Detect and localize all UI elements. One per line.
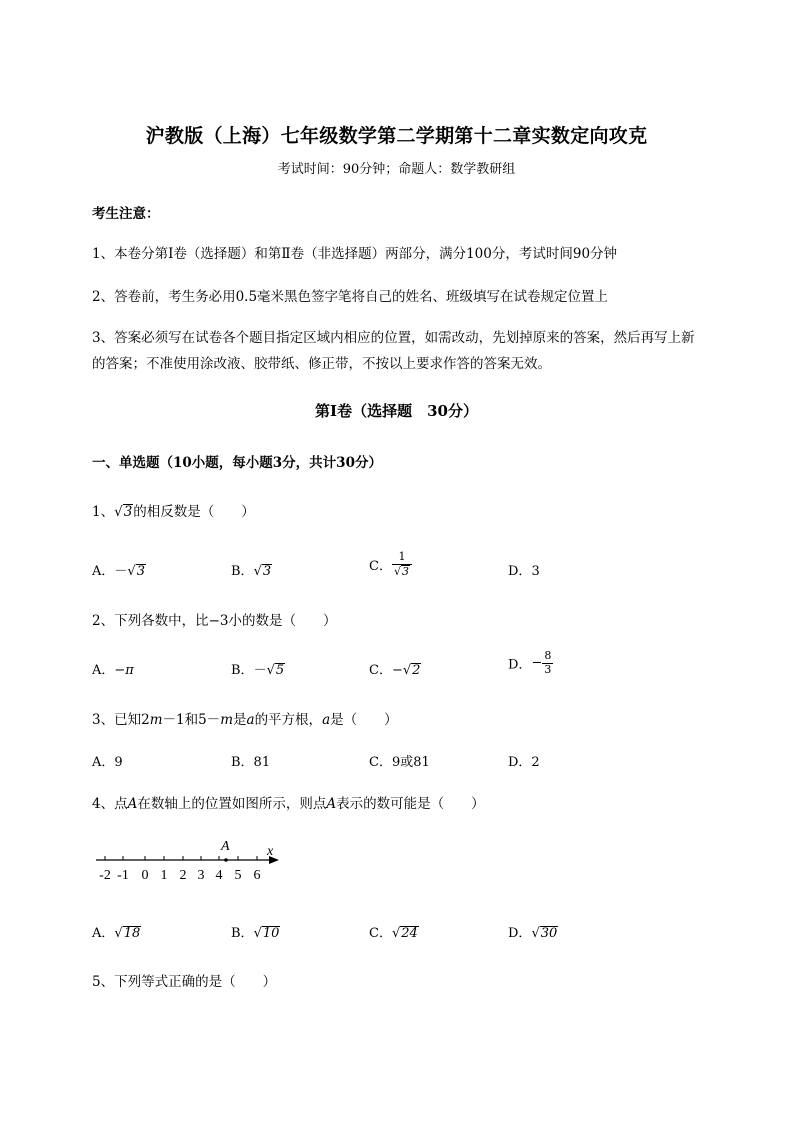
- point-a-marker: [224, 858, 228, 862]
- number-line-figure: [92, 836, 292, 886]
- tick-label: 4: [215, 868, 223, 883]
- part-heading: 一、单选题（10小题，每小题3分，共计30分）: [92, 455, 382, 471]
- notice-item-1: 1、本卷分第Ⅰ卷（选择题）和第Ⅱ卷（非选择题）两部分，满分100分，考试时间90分钟: [92, 246, 618, 262]
- question-1: [92, 500, 255, 520]
- tick-label: -2: [99, 868, 111, 883]
- notice-item-2: 2、答卷前，考生务必用0.5毫米黑色签字笔将自己的姓名、班级填写在试卷规定位置上: [92, 289, 609, 305]
- q1-sqrt: √3: [114, 504, 133, 520]
- page-subtitle: 考试时间：90分钟；命题人：数学教研组: [277, 162, 516, 177]
- notice-item-3: 3、答案必须写在试卷各个题目指定区域内相应的位置，如需改动，先划掉原来的答案，然后再写上新: [92, 330, 695, 346]
- q3-option-d: D．2: [508, 755, 540, 770]
- axis-x-label: x: [267, 844, 274, 859]
- q4-option-d: D．√30: [508, 926, 558, 941]
- question-2: 2、下列各数中，比−3小的数是（ ）: [92, 613, 337, 629]
- tick-label: 6: [253, 868, 261, 883]
- q4-option-a: A．√18: [92, 926, 141, 941]
- q3-option-c: C．9或81: [369, 755, 430, 770]
- tick-label: 0: [141, 868, 149, 883]
- point-a-label: A: [221, 839, 230, 854]
- q1-suffix: 的相反数是（ ）: [133, 504, 255, 520]
- tick-label: -1: [117, 868, 129, 883]
- question-5: 5、下列等式正确的是（ ）: [92, 974, 277, 990]
- q4-option-b: B．√10: [231, 926, 280, 941]
- q2-option-c: C．−√2: [369, 663, 421, 678]
- tick-label: 5: [234, 868, 242, 883]
- q1-option-d: D．3: [508, 564, 540, 579]
- tick-label: 3: [197, 868, 205, 883]
- q1-option-c: C． $\frac{1}{√3}$: [369, 551, 412, 578]
- page-title: 沪教版（上海）七年级数学第二学期第十二章实数定向攻克: [145, 125, 648, 147]
- q2-option-d: D．− $\frac{8}{3}$: [508, 649, 552, 676]
- notice-heading: 考生注意：: [92, 206, 160, 222]
- q1-option-b: B．√3: [231, 564, 272, 579]
- tick-label: 1: [160, 868, 168, 883]
- q2-option-a: A．−π: [92, 663, 134, 678]
- q1-prefix: 1、: [92, 504, 115, 520]
- q1-option-a: A．－√3: [92, 564, 145, 579]
- q3-option-b: B．81: [231, 755, 271, 770]
- question-4: 4、点A在数轴上的位置如图所示，则点A表示的数可能是（ ）: [92, 796, 485, 812]
- question-3: 3、已知2m－1和5－m是a的平方根，a是（ ）: [92, 712, 398, 728]
- notice-item-3-cont: 的答案；不准使用涂改液、胶带纸、修正带，不按以上要求作答的答案无效。: [92, 356, 551, 372]
- tick-label: 2: [179, 868, 187, 883]
- q2-option-b: B．－√5: [231, 663, 285, 678]
- q3-option-a: A．9: [92, 755, 123, 770]
- q4-option-c: C．√24: [369, 926, 418, 941]
- section-title: 第Ⅰ卷（选择题 30分）: [315, 402, 478, 420]
